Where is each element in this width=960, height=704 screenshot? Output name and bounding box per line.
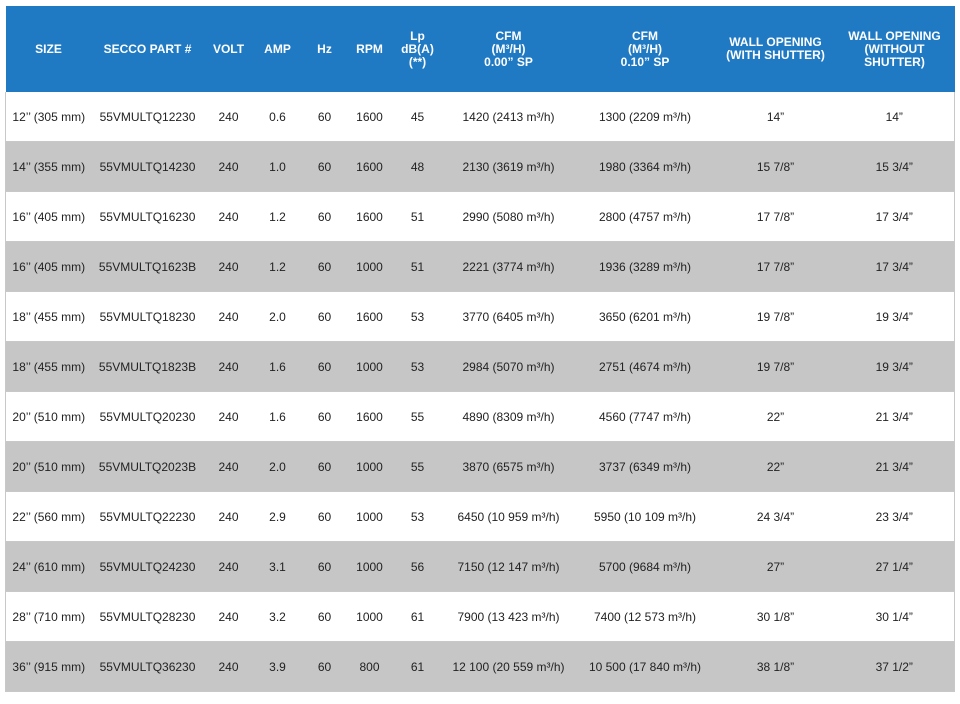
column-header-amp	[254, 6, 302, 92]
cell-size: 12’’ (305 mm)	[6, 92, 92, 142]
cell-hz: 60	[302, 242, 348, 292]
cell-volt: 240	[204, 592, 254, 642]
cell-volt: 240	[204, 192, 254, 242]
cell-cfm1: 3737 (6349 m³/h)	[574, 442, 717, 492]
table-row	[6, 592, 955, 642]
column-header-rpm	[348, 6, 392, 92]
cell-volt: 240	[204, 642, 254, 692]
table-row	[6, 192, 955, 242]
cell-hz: 60	[302, 92, 348, 142]
cell-rpm: 1000	[348, 442, 392, 492]
cell-wall_with: 14”	[717, 92, 835, 142]
column-header-line: WALL OPENING	[729, 35, 822, 49]
cell-amp: 1.6	[254, 392, 302, 442]
cell-amp: 2.0	[254, 442, 302, 492]
column-header-wall_without	[835, 6, 955, 92]
column-header-line: WALL OPENING	[848, 28, 941, 43]
cell-wall_without: 17 3/4”	[835, 242, 955, 292]
cell-lp: 61	[392, 642, 444, 692]
cell-amp: 3.9	[254, 642, 302, 692]
column-header-volt	[204, 6, 254, 92]
cell-hz: 60	[302, 142, 348, 192]
cell-cfm0: 2984 (5070 m³/h)	[444, 342, 574, 392]
cell-cfm1: 5950 (10 109 m³/h)	[574, 492, 717, 542]
cell-wall_with: 38 1/8”	[717, 642, 835, 692]
cell-cfm1: 5700 (9684 m³/h)	[574, 542, 717, 592]
column-header-lp	[392, 6, 444, 92]
table-row	[6, 142, 955, 192]
cell-volt: 240	[204, 142, 254, 192]
cell-lp: 53	[392, 342, 444, 392]
cell-hz: 60	[302, 192, 348, 242]
cell-volt: 240	[204, 92, 254, 142]
cell-part: 55VMULTQ36230	[92, 642, 204, 692]
column-header-line: 0.00” SP	[484, 54, 533, 69]
cell-hz: 60	[302, 342, 348, 392]
column-header-line: dB(A)	[401, 41, 434, 56]
cell-part: 55VMULTQ1623B	[92, 242, 204, 292]
cell-lp: 51	[392, 192, 444, 242]
cell-cfm0: 12 100 (20 559 m³/h)	[444, 642, 574, 692]
cell-part: 55VMULTQ18230	[92, 292, 204, 342]
cell-part: 55VMULTQ12230	[92, 92, 204, 142]
cell-lp: 53	[392, 292, 444, 342]
cell-wall_with: 27”	[717, 542, 835, 592]
column-header-line: (**)	[408, 54, 427, 69]
cell-cfm1: 7400 (12 573 m³/h)	[574, 592, 717, 642]
cell-part: 55VMULTQ24230	[92, 542, 204, 592]
cell-wall_without: 15 3/4”	[835, 142, 955, 192]
cell-size: 14’’ (355 mm)	[6, 142, 92, 192]
cell-lp: 55	[392, 442, 444, 492]
cell-part: 55VMULTQ28230	[92, 592, 204, 642]
cell-rpm: 1000	[348, 592, 392, 642]
cell-rpm: 800	[348, 642, 392, 692]
column-header-line: CFM	[632, 28, 658, 43]
column-header-line: VOLT	[212, 41, 245, 56]
cell-amp: 3.1	[254, 542, 302, 592]
cell-wall_without: 19 3/4”	[835, 292, 955, 342]
cell-part: 55VMULTQ2023B	[92, 442, 204, 492]
table-row	[6, 492, 955, 542]
cell-amp: 1.0	[254, 142, 302, 192]
cell-wall_without: 37 1/2”	[835, 642, 955, 692]
cell-wall_with: 19 7/8”	[717, 342, 835, 392]
fan-spec-table	[5, 6, 955, 692]
cell-amp: 2.9	[254, 492, 302, 542]
cell-cfm0: 7150 (12 147 m³/h)	[444, 542, 574, 592]
table-row	[6, 542, 955, 592]
spec-table-container	[5, 6, 954, 692]
column-header-cfm0	[444, 6, 574, 92]
cell-size: 18’’ (455 mm)	[6, 292, 92, 342]
cell-wall_without: 27 1/4”	[835, 542, 955, 592]
column-header-line: (WITH SHUTTER)	[726, 48, 825, 62]
cell-cfm0: 7900 (13 423 m³/h)	[444, 592, 574, 642]
cell-lp: 61	[392, 592, 444, 642]
column-header-line: 0.10” SP	[620, 54, 670, 69]
cell-size: 24’’ (610 mm)	[6, 542, 92, 592]
table-row	[6, 342, 955, 392]
cell-hz: 60	[302, 392, 348, 442]
table-row	[6, 392, 955, 442]
cell-wall_without: 17 3/4”	[835, 192, 955, 242]
cell-hz: 60	[302, 492, 348, 542]
cell-amp: 2.0	[254, 292, 302, 342]
cell-volt: 240	[204, 292, 254, 342]
cell-cfm0: 2221 (3774 m³/h)	[444, 242, 574, 292]
cell-volt: 240	[204, 492, 254, 542]
cell-lp: 56	[392, 542, 444, 592]
cell-wall_without: 21 3/4”	[835, 442, 955, 492]
cell-wall_with: 22”	[717, 392, 835, 442]
cell-cfm0: 3770 (6405 m³/h)	[444, 292, 574, 342]
cell-size: 20’’ (510 mm)	[6, 442, 92, 492]
cell-lp: 55	[392, 392, 444, 442]
cell-amp: 3.2	[254, 592, 302, 642]
header-row	[6, 6, 955, 92]
column-header-line: CFM	[495, 28, 522, 43]
cell-cfm1: 1300 (2209 m³/h)	[574, 92, 717, 142]
cell-wall_without: 14”	[835, 92, 955, 142]
column-header-line: AMP	[264, 41, 291, 56]
cell-amp: 0.6	[254, 92, 302, 142]
cell-wall_without: 21 3/4”	[835, 392, 955, 442]
cell-hz: 60	[302, 542, 348, 592]
cell-cfm0: 2990 (5080 m³/h)	[444, 192, 574, 242]
column-header-part	[92, 6, 204, 92]
cell-wall_with: 30 1/8”	[717, 592, 835, 642]
cell-cfm1: 1980 (3364 m³/h)	[574, 142, 717, 192]
cell-cfm1: 2800 (4757 m³/h)	[574, 192, 717, 242]
column-header-size	[6, 6, 92, 92]
column-header-line: SIZE	[35, 41, 62, 56]
cell-volt: 240	[204, 342, 254, 392]
cell-rpm: 1600	[348, 192, 392, 242]
cell-size: 16’’ (405 mm)	[6, 192, 92, 242]
cell-size: 18’’ (455 mm)	[6, 342, 92, 392]
cell-wall_with: 17 7/8”	[717, 242, 835, 292]
cell-wall_with: 15 7/8”	[717, 142, 835, 192]
table-row	[6, 642, 955, 692]
cell-cfm1: 3650 (6201 m³/h)	[574, 292, 717, 342]
cell-hz: 60	[302, 592, 348, 642]
cell-wall_with: 17 7/8”	[717, 192, 835, 242]
cell-wall_with: 19 7/8”	[717, 292, 835, 342]
cell-amp: 1.2	[254, 192, 302, 242]
cell-amp: 1.2	[254, 242, 302, 292]
cell-hz: 60	[302, 442, 348, 492]
cell-cfm1: 4560 (7747 m³/h)	[574, 392, 717, 442]
cell-volt: 240	[204, 542, 254, 592]
cell-rpm: 1600	[348, 142, 392, 192]
column-header-line: Hz	[317, 41, 332, 56]
cell-wall_with: 24 3/4”	[717, 492, 835, 542]
table-row	[6, 292, 955, 342]
cell-volt: 240	[204, 392, 254, 442]
table-row	[6, 242, 955, 292]
cell-part: 55VMULTQ22230	[92, 492, 204, 542]
cell-wall_with: 22”	[717, 442, 835, 492]
cell-lp: 48	[392, 142, 444, 192]
cell-rpm: 1600	[348, 92, 392, 142]
table-body	[6, 92, 955, 692]
cell-cfm0: 6450 (10 959 m³/h)	[444, 492, 574, 542]
cell-part: 55VMULTQ16230	[92, 192, 204, 242]
table-row	[6, 442, 955, 492]
cell-amp: 1.6	[254, 342, 302, 392]
column-header-line: (M³/H)	[491, 41, 526, 56]
cell-size: 22’’ (560 mm)	[6, 492, 92, 542]
cell-hz: 60	[302, 292, 348, 342]
cell-volt: 240	[204, 242, 254, 292]
cell-cfm0: 4890 (8309 m³/h)	[444, 392, 574, 442]
cell-hz: 60	[302, 642, 348, 692]
table-header	[6, 6, 955, 92]
column-header-line: (M³/H)	[628, 41, 662, 56]
column-header-hz	[302, 6, 348, 92]
column-header-line: (WITHOUT SHUTTER)	[864, 41, 925, 69]
cell-wall_without: 19 3/4”	[835, 342, 955, 392]
cell-cfm1: 10 500 (17 840 m³/h)	[574, 642, 717, 692]
cell-rpm: 1600	[348, 392, 392, 442]
cell-part: 55VMULTQ14230	[92, 142, 204, 192]
cell-lp: 51	[392, 242, 444, 292]
cell-rpm: 1000	[348, 242, 392, 292]
column-header-line: RPM	[356, 41, 383, 56]
cell-cfm0: 3870 (6575 m³/h)	[444, 442, 574, 492]
cell-size: 28’’ (710 mm)	[6, 592, 92, 642]
column-header-line: Lp	[410, 28, 425, 43]
table-row	[6, 92, 955, 142]
cell-cfm1: 2751 (4674 m³/h)	[574, 342, 717, 392]
column-header-wall_with	[717, 6, 835, 92]
cell-part: 55VMULTQ1823B	[92, 342, 204, 392]
cell-cfm0: 2130 (3619 m³/h)	[444, 142, 574, 192]
column-header-line: SECCO PART #	[103, 41, 192, 56]
cell-part: 55VMULTQ20230	[92, 392, 204, 442]
cell-size: 16’’ (405 mm)	[6, 242, 92, 292]
cell-size: 20’’ (510 mm)	[6, 392, 92, 442]
column-header-cfm1	[574, 6, 717, 92]
cell-rpm: 1000	[348, 342, 392, 392]
cell-rpm: 1600	[348, 292, 392, 342]
cell-volt: 240	[204, 442, 254, 492]
cell-wall_without: 23 3/4”	[835, 492, 955, 542]
cell-cfm0: 1420 (2413 m³/h)	[444, 92, 574, 142]
cell-rpm: 1000	[348, 492, 392, 542]
cell-lp: 53	[392, 492, 444, 542]
cell-cfm1: 1936 (3289 m³/h)	[574, 242, 717, 292]
cell-lp: 45	[392, 92, 444, 142]
cell-size: 36’’ (915 mm)	[6, 642, 92, 692]
cell-rpm: 1000	[348, 542, 392, 592]
cell-wall_without: 30 1/4”	[835, 592, 955, 642]
